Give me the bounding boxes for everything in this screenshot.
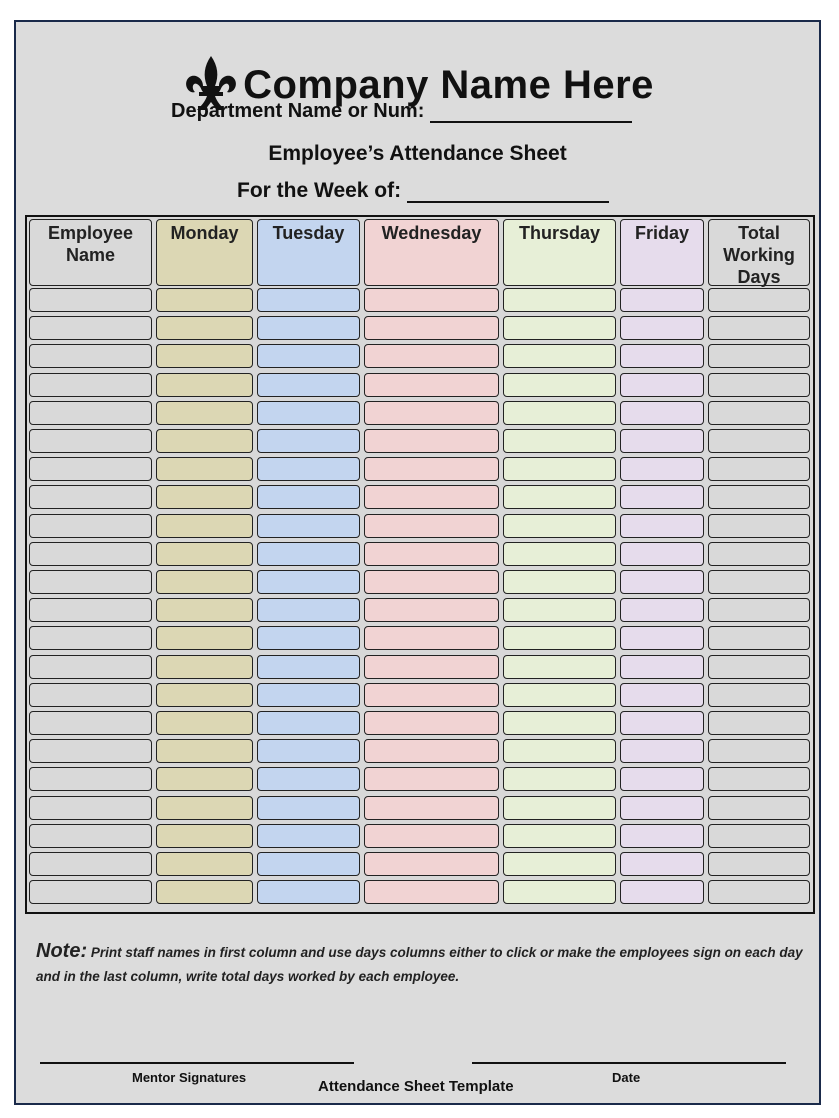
cell-friday[interactable]	[620, 485, 704, 509]
cell-employee[interactable]	[29, 401, 152, 425]
cell-wednesday[interactable]	[364, 288, 499, 312]
cell-tuesday[interactable]	[257, 514, 360, 538]
cell-total[interactable]	[708, 655, 810, 679]
cell-monday[interactable]	[156, 570, 253, 594]
cell-thursday[interactable]	[503, 485, 616, 509]
cell-total[interactable]	[708, 626, 810, 650]
cell-friday[interactable]	[620, 429, 704, 453]
cell-thursday[interactable]	[503, 429, 616, 453]
cell-tuesday[interactable]	[257, 542, 360, 566]
cell-wednesday[interactable]	[364, 514, 499, 538]
cell-total[interactable]	[708, 880, 810, 904]
cell-tuesday[interactable]	[257, 598, 360, 622]
column-header-employee	[29, 219, 152, 286]
cell-thursday[interactable]	[503, 316, 616, 340]
cell-friday[interactable]	[620, 344, 704, 368]
cell-monday[interactable]	[156, 457, 253, 481]
note-label: Note:	[36, 940, 88, 962]
sheet-title: Employee’s Attendance Sheet	[268, 142, 567, 165]
department-blank[interactable]	[430, 101, 632, 123]
cell-total[interactable]	[708, 711, 810, 735]
cell-friday[interactable]	[620, 373, 704, 397]
cell-monday[interactable]	[156, 824, 253, 848]
cell-employee[interactable]	[29, 514, 152, 538]
cell-friday[interactable]	[620, 796, 704, 820]
column-header-line: Employee	[47, 223, 134, 243]
cell-employee[interactable]	[29, 852, 152, 876]
cell-friday[interactable]	[620, 655, 704, 679]
cell-wednesday[interactable]	[364, 344, 499, 368]
cell-total[interactable]	[708, 401, 810, 425]
column-header-total	[708, 219, 810, 286]
column-total	[706, 217, 812, 912]
cell-tuesday[interactable]	[257, 485, 360, 509]
cell-friday[interactable]	[620, 542, 704, 566]
cell-wednesday[interactable]	[364, 373, 499, 397]
cell-thursday[interactable]	[503, 880, 616, 904]
cell-tuesday[interactable]	[257, 824, 360, 848]
cell-total[interactable]	[708, 767, 810, 791]
cell-wednesday[interactable]	[364, 711, 499, 735]
cell-tuesday[interactable]	[257, 457, 360, 481]
column-monday	[154, 217, 255, 912]
cell-wednesday[interactable]	[364, 485, 499, 509]
cell-friday[interactable]	[620, 739, 704, 763]
cell-monday[interactable]	[156, 655, 253, 679]
cell-total[interactable]	[708, 542, 810, 566]
cell-employee[interactable]	[29, 824, 152, 848]
cell-employee[interactable]	[29, 880, 152, 904]
cell-tuesday[interactable]	[257, 880, 360, 904]
date-line[interactable]	[472, 1062, 786, 1064]
cell-tuesday[interactable]	[257, 316, 360, 340]
cell-total[interactable]	[708, 598, 810, 622]
cell-total[interactable]	[708, 485, 810, 509]
cell-monday[interactable]	[156, 852, 253, 876]
cell-monday[interactable]	[156, 880, 253, 904]
column-header-line: Monday	[170, 223, 239, 243]
cell-thursday[interactable]	[503, 626, 616, 650]
cell-wednesday[interactable]	[364, 570, 499, 594]
cell-friday[interactable]	[620, 514, 704, 538]
cell-friday[interactable]	[620, 824, 704, 848]
cell-thursday[interactable]	[503, 824, 616, 848]
mentor-signature-line[interactable]	[40, 1062, 354, 1064]
cell-friday[interactable]	[620, 852, 704, 876]
cell-total[interactable]	[708, 796, 810, 820]
column-thursday	[501, 217, 618, 912]
cell-tuesday[interactable]	[257, 344, 360, 368]
cell-monday[interactable]	[156, 429, 253, 453]
cell-thursday[interactable]	[503, 344, 616, 368]
cell-monday[interactable]	[156, 316, 253, 340]
cell-thursday[interactable]	[503, 739, 616, 763]
cell-friday[interactable]	[620, 570, 704, 594]
cell-monday[interactable]	[156, 767, 253, 791]
cell-thursday[interactable]	[503, 288, 616, 312]
cell-wednesday[interactable]	[364, 796, 499, 820]
cell-friday[interactable]	[620, 598, 704, 622]
cell-friday[interactable]	[620, 457, 704, 481]
cell-tuesday[interactable]	[257, 429, 360, 453]
column-header-tuesday	[257, 219, 360, 286]
cell-monday[interactable]	[156, 288, 253, 312]
cell-employee[interactable]	[29, 542, 152, 566]
cell-total[interactable]	[708, 457, 810, 481]
cell-wednesday[interactable]	[364, 880, 499, 904]
cell-monday[interactable]	[156, 796, 253, 820]
note-text: Print staff names in first column and use days columns either to click or make the employees sign on each day and in the last column, write total days worked by each employee.	[36, 945, 803, 984]
attendance-sheet	[14, 20, 821, 1105]
cell-wednesday[interactable]	[364, 683, 499, 707]
cell-total[interactable]	[708, 852, 810, 876]
cell-wednesday[interactable]	[364, 598, 499, 622]
cell-thursday[interactable]	[503, 598, 616, 622]
cell-thursday[interactable]	[503, 767, 616, 791]
cell-thursday[interactable]	[503, 796, 616, 820]
cell-wednesday[interactable]	[364, 429, 499, 453]
column-wednesday	[362, 217, 501, 912]
cell-employee[interactable]	[29, 655, 152, 679]
cell-thursday[interactable]	[503, 852, 616, 876]
mentor-signatures-label: Mentor Signatures	[132, 1070, 247, 1085]
cell-employee[interactable]	[29, 739, 152, 763]
column-header-line: Wednesday	[381, 223, 482, 243]
cell-employee[interactable]	[29, 429, 152, 453]
cell-wednesday[interactable]	[364, 316, 499, 340]
week-line	[237, 179, 609, 203]
cell-employee[interactable]	[29, 288, 152, 312]
cell-thursday[interactable]	[503, 373, 616, 397]
cell-monday[interactable]	[156, 401, 253, 425]
cell-monday[interactable]	[156, 373, 253, 397]
cell-total[interactable]	[708, 824, 810, 848]
cell-total[interactable]	[708, 570, 810, 594]
cell-employee[interactable]	[29, 485, 152, 509]
cell-thursday[interactable]	[503, 401, 616, 425]
column-header-friday	[620, 219, 704, 286]
column-header-line: Thursday	[518, 223, 601, 243]
date-label: Date	[612, 1070, 641, 1085]
cell-tuesday[interactable]	[257, 683, 360, 707]
cell-wednesday[interactable]	[364, 401, 499, 425]
cell-total[interactable]	[708, 373, 810, 397]
cell-monday[interactable]	[156, 485, 253, 509]
cell-thursday[interactable]	[503, 570, 616, 594]
cell-wednesday[interactable]	[364, 542, 499, 566]
week-blank[interactable]	[407, 181, 609, 203]
cell-employee[interactable]	[29, 344, 152, 368]
cell-friday[interactable]	[620, 767, 704, 791]
column-header-line: Friday	[634, 223, 690, 243]
cell-wednesday[interactable]	[364, 852, 499, 876]
cell-monday[interactable]	[156, 514, 253, 538]
column-header-line: Name	[65, 245, 116, 265]
cell-wednesday[interactable]	[364, 626, 499, 650]
department-label: Department Name or Num:	[171, 100, 425, 122]
cell-total[interactable]	[708, 514, 810, 538]
cell-tuesday[interactable]	[257, 373, 360, 397]
template-title: Attendance Sheet Template	[318, 1078, 514, 1095]
cell-friday[interactable]	[620, 288, 704, 312]
cell-wednesday[interactable]	[364, 739, 499, 763]
column-header-line: Working	[723, 245, 795, 265]
cell-friday[interactable]	[620, 316, 704, 340]
cell-monday[interactable]	[156, 711, 253, 735]
cell-tuesday[interactable]	[257, 401, 360, 425]
cell-tuesday[interactable]	[257, 711, 360, 735]
cell-employee[interactable]	[29, 316, 152, 340]
cell-thursday[interactable]	[503, 542, 616, 566]
cell-tuesday[interactable]	[257, 288, 360, 312]
attendance-table	[25, 215, 815, 914]
cell-total[interactable]	[708, 683, 810, 707]
cell-friday[interactable]	[620, 880, 704, 904]
cell-employee[interactable]	[29, 457, 152, 481]
cell-employee[interactable]	[29, 570, 152, 594]
note	[36, 939, 810, 989]
cell-monday[interactable]	[156, 344, 253, 368]
cell-thursday[interactable]	[503, 514, 616, 538]
cell-tuesday[interactable]	[257, 626, 360, 650]
cell-friday[interactable]	[620, 401, 704, 425]
cell-total[interactable]	[708, 344, 810, 368]
cell-tuesday[interactable]	[257, 570, 360, 594]
cell-tuesday[interactable]	[257, 767, 360, 791]
cell-wednesday[interactable]	[364, 824, 499, 848]
cell-employee[interactable]	[29, 683, 152, 707]
cell-employee[interactable]	[29, 373, 152, 397]
cell-thursday[interactable]	[503, 655, 616, 679]
cell-tuesday[interactable]	[257, 739, 360, 763]
cell-thursday[interactable]	[503, 683, 616, 707]
cell-monday[interactable]	[156, 683, 253, 707]
department-line	[171, 100, 632, 123]
cell-total[interactable]	[708, 316, 810, 340]
cell-monday[interactable]	[156, 598, 253, 622]
cell-monday[interactable]	[156, 626, 253, 650]
cell-total[interactable]	[708, 288, 810, 312]
week-label: For the Week of:	[237, 179, 402, 202]
cell-total[interactable]	[708, 429, 810, 453]
cell-monday[interactable]	[156, 739, 253, 763]
cell-tuesday[interactable]	[257, 655, 360, 679]
cell-employee[interactable]	[29, 626, 152, 650]
cell-thursday[interactable]	[503, 711, 616, 735]
column-header-line: Total	[738, 223, 780, 243]
column-tuesday	[255, 217, 362, 912]
cell-friday[interactable]	[620, 711, 704, 735]
company-name: Company Name Here	[243, 62, 654, 107]
cell-employee[interactable]	[29, 711, 152, 735]
cell-total[interactable]	[708, 739, 810, 763]
column-header-monday	[156, 219, 253, 286]
cell-employee[interactable]	[29, 767, 152, 791]
cell-tuesday[interactable]	[257, 852, 360, 876]
cell-friday[interactable]	[620, 683, 704, 707]
column-header-thursday	[503, 219, 616, 286]
column-header-line: Days	[737, 267, 781, 287]
cell-monday[interactable]	[156, 542, 253, 566]
cell-wednesday[interactable]	[364, 457, 499, 481]
cell-employee[interactable]	[29, 796, 152, 820]
cell-employee[interactable]	[29, 598, 152, 622]
cell-friday[interactable]	[620, 626, 704, 650]
column-employee	[27, 217, 154, 912]
column-friday	[618, 217, 706, 912]
cell-wednesday[interactable]	[364, 655, 499, 679]
cell-tuesday[interactable]	[257, 796, 360, 820]
cell-thursday[interactable]	[503, 457, 616, 481]
cell-wednesday[interactable]	[364, 767, 499, 791]
column-header-line: Tuesday	[272, 223, 345, 243]
column-header-wednesday	[364, 219, 499, 286]
